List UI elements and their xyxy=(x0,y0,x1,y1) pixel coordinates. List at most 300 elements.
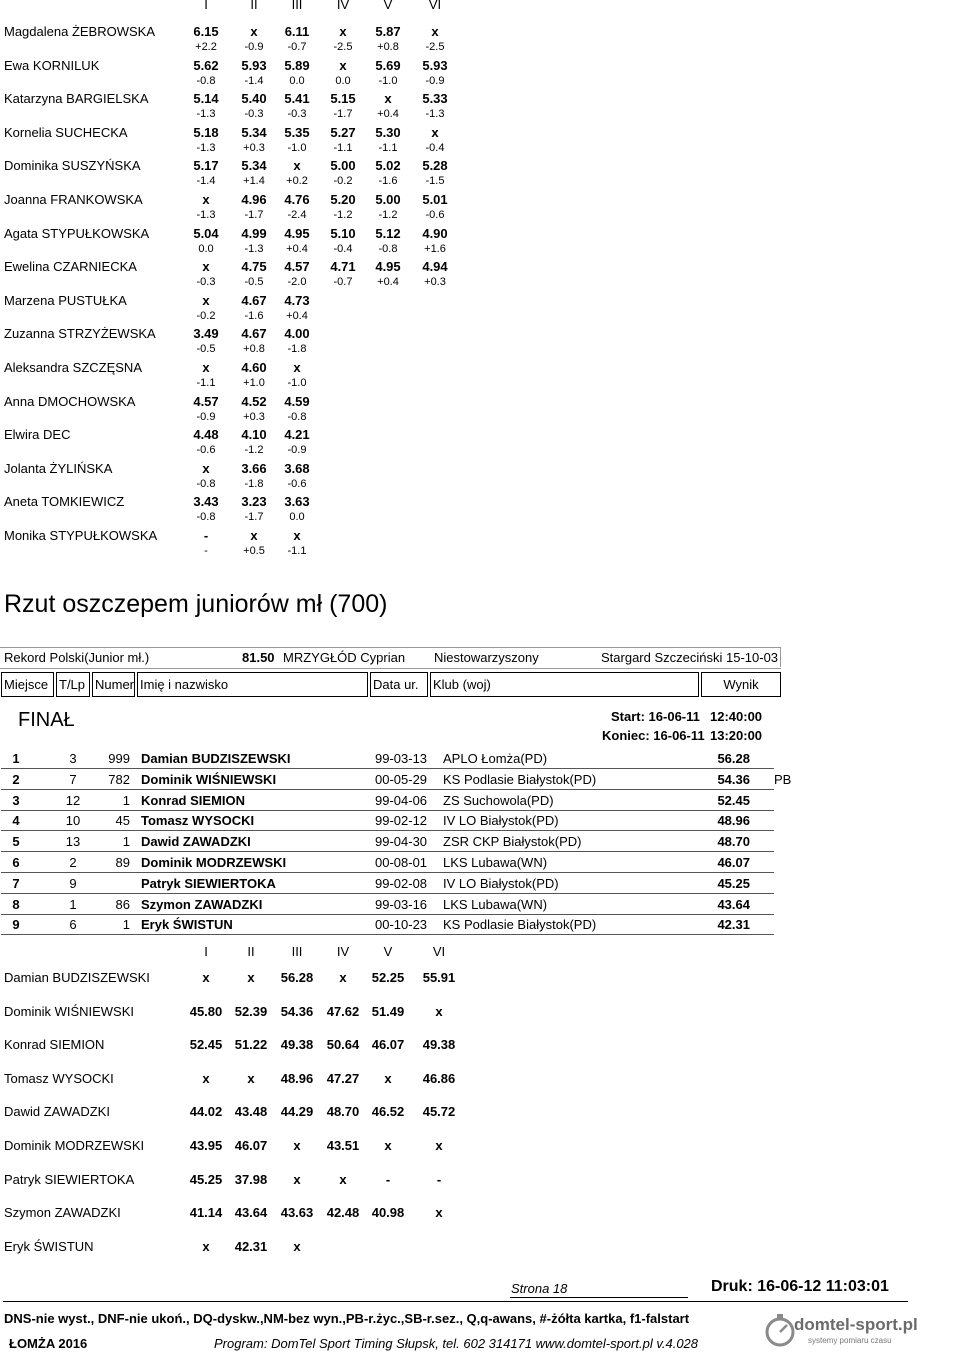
wind-reading: -0.5 xyxy=(196,343,216,356)
date-of-birth: 99-02-08 xyxy=(375,875,428,891)
wind-reading: 0.0 xyxy=(335,74,351,87)
attempt-result: x xyxy=(339,57,347,73)
attempt-result: 52.25 xyxy=(371,970,405,985)
date-of-birth: 99-03-16 xyxy=(375,896,428,912)
wind-reading: 0.0 xyxy=(198,242,214,255)
wind-reading: -0.9 xyxy=(244,41,264,53)
attempt-result: x xyxy=(202,360,210,375)
wind-reading: -1.3 xyxy=(244,242,264,255)
attempt-result: 6.11 xyxy=(284,24,310,39)
wind-reading: +0.3 xyxy=(243,141,265,154)
attempt-result: 5.00 xyxy=(375,192,401,207)
attempt-result: 5.33 xyxy=(422,91,448,107)
wind-reading: -1.2 xyxy=(244,444,264,457)
col-header-name: Imię i nazwisko xyxy=(137,672,368,697)
attempt-result: 5.34 xyxy=(241,158,267,174)
club-name: ZS Suchowola(PD) xyxy=(443,792,554,808)
col-header-dob: Data ur. xyxy=(370,672,428,697)
wind-reading: -0.2 xyxy=(196,309,216,322)
attempt-result: 4.67 xyxy=(241,326,267,342)
attempt-result: 4.48 xyxy=(193,427,219,443)
attempt-result: 5.93 xyxy=(241,57,267,73)
wind-reading: -1.0 xyxy=(287,141,307,154)
attempt-result: 45.72 xyxy=(422,1104,456,1120)
attempt-result: 52.45 xyxy=(189,1037,223,1053)
attempt-result: 51.22 xyxy=(234,1037,268,1053)
end-time: 13:20:00 xyxy=(710,728,763,743)
wind-reading: -1.1 xyxy=(333,141,353,154)
legend: DNS-nie wyst., DNF-nie ukoń., DQ-dyskw.,NM-bez wyn.,PB-r.życ.,SB-r.sez., Q,q-awans, #-żółta kartka, f1-falstart xyxy=(4,1311,690,1326)
attempt-result: x xyxy=(435,1205,443,1221)
attempt-result: 5.14 xyxy=(193,91,219,107)
attempt-result: x xyxy=(202,292,210,308)
record-holder: MRZYGŁÓD Cyprian xyxy=(283,650,406,665)
domtel-logo xyxy=(760,1311,918,1349)
wind-reading: -1.2 xyxy=(378,209,398,221)
attempt-result: 5.00 xyxy=(330,158,356,174)
attempt-result: 4.57 xyxy=(193,393,219,409)
results-row xyxy=(0,832,790,852)
athlete-name: Ewelina CZARNIECKA xyxy=(4,259,137,275)
attempt-result: x xyxy=(293,1171,301,1187)
attempt-result: x xyxy=(384,1070,392,1086)
wind-reading: 0.0 xyxy=(289,74,305,87)
attempt-header-label: II xyxy=(250,0,258,12)
wind-reading: +0.4 xyxy=(377,276,399,289)
logo-text: domtel-sport.pl xyxy=(794,1315,918,1334)
club-name: LKS Lubawa(WN) xyxy=(443,855,548,870)
attempt-header-label: II xyxy=(247,944,255,959)
wind-reading: -0.3 xyxy=(287,108,307,121)
final-label: FINAŁ xyxy=(18,709,75,731)
attempt-result: x xyxy=(384,1138,392,1153)
place-number: 1 xyxy=(12,751,20,766)
attempt-result: 4.52 xyxy=(241,393,267,409)
attempt-result: 5.04 xyxy=(193,225,219,241)
club-name: APLO Łomża(PD) xyxy=(443,751,548,766)
attempt-result: 46.07 xyxy=(234,1138,268,1153)
attempt-result: 5.01 xyxy=(422,192,448,207)
attempt-result: 44.29 xyxy=(280,1104,314,1120)
club-name: IV LO Białystok(PD) xyxy=(443,813,559,829)
wind-reading: +0.8 xyxy=(243,343,265,356)
attempt-result: x xyxy=(339,970,347,985)
record-club: Niestowarzyszony xyxy=(434,650,539,665)
results-row xyxy=(0,749,790,769)
attempt-header-label: IV xyxy=(336,0,350,12)
attempt-result: 46.07 xyxy=(371,1037,405,1053)
attempt-result: 5.93 xyxy=(422,57,448,73)
attempt-result: 43.63 xyxy=(280,1205,314,1221)
attempt-result: 3.49 xyxy=(193,326,219,342)
col-header-result: Wynik xyxy=(701,672,781,697)
date-of-birth: 00-05-29 xyxy=(375,771,428,787)
athlete-name: Patryk SIEWIERTOKA xyxy=(4,1171,135,1187)
results-row xyxy=(0,791,790,811)
wind-reading: -0.6 xyxy=(196,444,216,457)
attempt-result: x xyxy=(384,91,392,107)
attempt-result: 5.40 xyxy=(241,91,267,107)
athlete-name: Dawid ZAWADZKI xyxy=(4,1104,110,1120)
wind-reading: -0.6 xyxy=(287,477,307,490)
wind-reading: -1.0 xyxy=(287,377,307,389)
attempt-header-label: VI xyxy=(432,944,446,959)
wind-reading: -1.0 xyxy=(378,74,398,87)
attempt-result: 4.90 xyxy=(422,225,448,241)
attempt-result: 4.57 xyxy=(284,259,310,275)
athlete-name: Magdalena ŻEBROWSKA xyxy=(4,24,156,39)
athlete-name: Marzena PUSTUŁKA xyxy=(4,292,127,308)
attempt-result: 42.31 xyxy=(234,1238,268,1254)
lane-number: 10 xyxy=(65,813,81,829)
result-value: 43.64 xyxy=(717,896,750,912)
attempt-result: 5.30 xyxy=(375,124,401,140)
athlete-name: Zuzanna STRZYŻEWSKA xyxy=(4,326,156,342)
athlete-name: Dawid ZAWADZKI xyxy=(141,834,251,850)
footer-rule xyxy=(3,1301,908,1302)
attempt-result: 4.76 xyxy=(284,192,310,207)
attempt-result: 43.95 xyxy=(189,1138,223,1153)
wind-reading: -1.7 xyxy=(244,209,264,221)
attempt-result: 56.28 xyxy=(280,970,314,985)
attempt-result: 4.67 xyxy=(241,292,267,308)
date-of-birth: 99-02-12 xyxy=(375,813,428,829)
attempt-result: 4.95 xyxy=(375,259,401,275)
athlete-name: Eryk ŚWISTUN xyxy=(4,1238,94,1254)
record-place-date: Stargard Szczeciński 15-10-03 xyxy=(601,650,779,665)
attempt-result: 4.00 xyxy=(284,326,310,342)
wind-reading: -2.5 xyxy=(333,41,353,53)
athlete-name: Szymon ZAWADZKI xyxy=(141,896,263,912)
result-note: PB xyxy=(774,771,792,787)
attempt-result: 40.98 xyxy=(371,1205,405,1221)
attempt-result: 3.63 xyxy=(284,494,310,510)
wind-reading: -1.8 xyxy=(244,477,264,490)
attempt-header-label: I xyxy=(204,0,208,12)
athlete-name: Patryk SIEWIERTOKA xyxy=(141,875,276,891)
wind-reading: -1.3 xyxy=(196,141,216,154)
club-name: ZSR CKP Białystok(PD) xyxy=(443,834,582,850)
place-number: 5 xyxy=(12,834,20,850)
attempt-result: x xyxy=(435,1138,443,1153)
attempt-result: x xyxy=(431,24,439,39)
athlete-name: Konrad SIEMION xyxy=(141,792,246,808)
athlete-name: Katarzyna BARGIELSKA xyxy=(4,91,149,107)
wind-reading: -1.6 xyxy=(244,309,264,322)
club-name: IV LO Białystok(PD) xyxy=(443,875,559,891)
record-label: Rekord Polski(Junior mł.) xyxy=(4,650,150,665)
athlete-name: Tomasz WYSOCKI xyxy=(141,813,255,829)
attempt-header-label: IV xyxy=(336,944,350,959)
wind-reading: -0.8 xyxy=(196,74,216,87)
attempt-result: 45.80 xyxy=(189,1003,223,1019)
place-number: 3 xyxy=(12,792,20,808)
attempt-result: 51.49 xyxy=(371,1003,405,1019)
wind-reading: -0.6 xyxy=(425,209,445,221)
attempt-result: x xyxy=(339,24,347,39)
row-divider xyxy=(1,934,774,935)
date-of-birth: 00-10-23 xyxy=(375,917,428,933)
athlete-name: Damian BUDZISZEWSKI xyxy=(4,970,150,985)
wind-reading: -1.1 xyxy=(287,545,307,557)
athlete-name: Kornelia SUCHECKA xyxy=(4,124,128,140)
club-name: LKS Lubawa(WN) xyxy=(443,896,548,912)
wind-reading: -2.5 xyxy=(425,41,445,53)
attempt-result: - xyxy=(385,1171,391,1187)
athlete-name: Damian BUDZISZEWSKI xyxy=(141,751,291,766)
wind-reading: +0.3 xyxy=(424,276,446,289)
lane-number: 12 xyxy=(65,792,81,808)
program-info: Program: DomTel Sport Timing Słupsk, tel. 602 314171 www.domtel-sport.pl v.4.028 xyxy=(214,1336,699,1351)
attempt-result: x xyxy=(293,1238,301,1254)
wind-reading: -1.8 xyxy=(287,343,307,356)
logo-subtitle: systemy pomiaru czasu xyxy=(808,1336,892,1345)
club-name: KS Podlasie Białystok(PD) xyxy=(443,917,597,933)
wind-reading: +0.3 xyxy=(243,410,265,423)
wind-reading: -0.7 xyxy=(287,41,307,53)
attempt-result: 46.86 xyxy=(422,1070,456,1086)
athlete-name: Szymon ZAWADZKI xyxy=(4,1205,121,1221)
attempt-result: 4.73 xyxy=(284,292,310,308)
place-number: 7 xyxy=(12,875,20,891)
lane-number: 6 xyxy=(69,917,77,933)
results-row xyxy=(0,770,790,790)
attempt-result: 5.02 xyxy=(375,158,401,174)
attempt-result: x xyxy=(435,1003,443,1019)
place-number: 9 xyxy=(12,917,20,933)
bib-number: 89 xyxy=(115,855,130,870)
wind-reading: -0.9 xyxy=(287,444,307,457)
attempt-result: 5.41 xyxy=(284,91,310,107)
result-value: 46.07 xyxy=(717,855,750,870)
wind-reading: -0.7 xyxy=(333,276,353,289)
wind-reading: +2.2 xyxy=(195,41,217,53)
attempt-result: 43.64 xyxy=(234,1205,268,1221)
attempt-result: 4.21 xyxy=(284,427,310,443)
athlete-name: Aleksandra SZCZĘSNA xyxy=(4,360,142,375)
attempt-result: 5.10 xyxy=(330,225,356,241)
attempt-result: 49.38 xyxy=(422,1037,456,1053)
wind-reading: -0.8 xyxy=(378,242,398,255)
attempt-result: x xyxy=(202,1238,210,1254)
attempt-result: 4.96 xyxy=(241,192,267,207)
attempt-result: x xyxy=(339,1171,347,1187)
attempt-result: 48.70 xyxy=(326,1104,360,1120)
attempt-result: 4.10 xyxy=(241,427,267,443)
lane-number: 3 xyxy=(69,751,77,766)
date-of-birth: 99-04-30 xyxy=(375,834,428,850)
attempt-result: 3.23 xyxy=(241,494,267,510)
attempt-result: x xyxy=(202,192,210,207)
lane-number: 1 xyxy=(69,896,77,912)
wind-reading: -0.3 xyxy=(244,108,264,121)
attempt-result: 6.15 xyxy=(193,24,219,39)
attempt-header-label: III xyxy=(291,944,303,959)
club-name: KS Podlasie Białystok(PD) xyxy=(443,771,597,787)
result-value: 52.45 xyxy=(717,792,750,808)
attempt-result: x xyxy=(202,259,210,275)
athlete-name: Joanna FRANKOWSKA xyxy=(4,192,143,207)
attempt-result: 5.28 xyxy=(422,158,448,174)
attempt-result: x xyxy=(293,360,301,375)
attempt-result: 50.64 xyxy=(326,1037,360,1053)
wind-reading: -0.4 xyxy=(333,242,353,255)
attempt-result: 5.35 xyxy=(284,124,310,140)
record-value: 81.50 xyxy=(242,650,275,665)
wind-reading: -1.3 xyxy=(196,108,216,121)
wind-reading: +0.4 xyxy=(286,309,308,322)
attempt-result: x xyxy=(250,528,258,543)
wind-reading: -1.1 xyxy=(378,141,398,154)
attempt-result: x xyxy=(250,24,258,39)
attempt-result: 4.95 xyxy=(284,225,310,241)
athlete-name: Agata STYPUŁKOWSKA xyxy=(4,225,150,241)
attempt-result: x xyxy=(293,1138,301,1153)
attempt-result: x xyxy=(202,1070,210,1086)
results-row xyxy=(0,874,790,894)
wind-reading: +0.4 xyxy=(286,242,308,255)
attempt-result: 44.02 xyxy=(189,1104,223,1120)
attempt-result: 4.71 xyxy=(330,259,356,275)
attempt-result: 5.89 xyxy=(284,57,310,73)
attempt-result: 48.96 xyxy=(280,1070,314,1086)
bib-number: 1 xyxy=(122,834,130,850)
bib-number: 782 xyxy=(108,771,130,787)
result-value: 56.28 xyxy=(717,751,750,766)
attempt-result: 47.62 xyxy=(326,1003,360,1019)
attempt-result: 5.18 xyxy=(193,124,219,140)
attempt-result: 52.39 xyxy=(234,1003,268,1019)
attempt-result: 45.25 xyxy=(189,1171,223,1187)
attempt-result: 3.68 xyxy=(284,460,310,476)
wind-reading: -0.8 xyxy=(196,477,216,490)
attempt-result: 4.94 xyxy=(422,259,448,275)
attempt-header-label: III xyxy=(291,0,303,12)
bib-number: 45 xyxy=(115,813,130,829)
attempt-result: 49.38 xyxy=(280,1037,314,1053)
athlete-name: Eryk ŚWISTUN xyxy=(141,917,233,933)
attempt-header-label: VI xyxy=(428,0,442,12)
attempt-result: 54.36 xyxy=(280,1003,314,1019)
attempt-result: x xyxy=(431,124,439,140)
lane-number: 13 xyxy=(65,834,81,850)
athlete-name: Monika STYPUŁKOWSKA xyxy=(4,528,158,543)
lane-number: 2 xyxy=(69,855,77,870)
col-header-bib: Numer xyxy=(92,672,135,697)
place-number: 8 xyxy=(12,896,20,912)
athlete-name: Aneta TOMKIEWICZ xyxy=(4,494,125,510)
result-value: 48.96 xyxy=(717,813,750,829)
wind-reading: -0.5 xyxy=(244,276,264,289)
date-of-birth: 99-04-06 xyxy=(375,792,428,808)
attempt-result: 4.59 xyxy=(284,393,310,409)
athlete-name: Dominika SUSZYŃSKA xyxy=(4,158,141,174)
attempt-result: 5.20 xyxy=(330,192,356,207)
athlete-name: Dominik MODRZEWSKI xyxy=(4,1138,145,1153)
attempt-result: 47.27 xyxy=(326,1070,360,1086)
attempt-result: 42.48 xyxy=(326,1205,360,1221)
place-number: 6 xyxy=(12,855,20,870)
wind-reading: -0.8 xyxy=(287,410,307,423)
wind-reading: -0.4 xyxy=(425,141,445,154)
wind-reading: -1.7 xyxy=(333,108,353,121)
attempt-result: 37.98 xyxy=(234,1171,268,1187)
attempt-result: - xyxy=(203,528,209,543)
wind-reading: -0.9 xyxy=(425,74,445,87)
wind-reading: +1.0 xyxy=(243,377,265,389)
bib-number: 86 xyxy=(115,896,130,912)
attempt-result: 55.91 xyxy=(422,970,456,985)
date-of-birth: 00-08-01 xyxy=(375,855,428,870)
attempt-result: 5.69 xyxy=(375,57,401,73)
wind-reading: +0.4 xyxy=(377,108,399,121)
wind-reading: +0.8 xyxy=(377,41,399,53)
date-of-birth: 99-03-13 xyxy=(375,751,428,766)
athlete-name: Dominik WIŚNIEWSKI xyxy=(4,1003,135,1019)
col-header-place: Miejsce xyxy=(1,672,54,697)
attempt-result: 4.99 xyxy=(241,225,267,241)
wind-reading: -1.5 xyxy=(425,175,445,188)
wind-reading: -1.3 xyxy=(425,108,445,121)
wind-reading: -0.3 xyxy=(196,276,216,289)
place-number: 2 xyxy=(12,771,20,787)
athlete-name: Jolanta ŻYLIŃSKA xyxy=(4,460,113,476)
results-row xyxy=(0,811,790,831)
place-number: 4 xyxy=(12,813,20,829)
results-row xyxy=(0,915,790,935)
print-timestamp: Druk: 16-06-12 11:03:01 xyxy=(711,1278,889,1295)
results-row xyxy=(0,895,790,915)
wind-reading: +0.2 xyxy=(286,175,308,188)
wind-reading: -1.1 xyxy=(196,377,216,389)
athlete-name: Konrad SIEMION xyxy=(4,1037,105,1053)
event-title: Rzut oszczepem juniorów mł (700) xyxy=(4,590,388,618)
attempt-result: x xyxy=(247,970,255,985)
wind-reading: -0.9 xyxy=(196,410,216,423)
page-underline xyxy=(510,1297,688,1298)
col-header-lane: T/Lp xyxy=(56,672,90,697)
attempt-result: - xyxy=(436,1171,442,1187)
result-value: 42.31 xyxy=(717,917,750,933)
wind-reading: - xyxy=(204,545,208,557)
lane-number: 7 xyxy=(69,771,77,787)
wind-reading: +1.6 xyxy=(424,242,446,255)
attempt-result: 5.15 xyxy=(330,91,356,107)
attempt-result: 3.66 xyxy=(241,460,267,476)
bib-number: 1 xyxy=(122,917,130,933)
attempt-result: 46.52 xyxy=(371,1104,405,1120)
athlete-name: Dominik WIŚNIEWSKI xyxy=(141,771,277,787)
wind-reading: -0.2 xyxy=(333,175,353,188)
wind-reading: -1.6 xyxy=(378,175,398,188)
attempt-result: 43.48 xyxy=(234,1104,268,1120)
results-row xyxy=(0,853,790,873)
wind-reading: -1.7 xyxy=(244,511,264,524)
attempt-result: 43.51 xyxy=(326,1138,360,1153)
attempt-result: x xyxy=(202,970,210,985)
attempt-result: x xyxy=(293,158,301,174)
venue: ŁOMŻA 2016 xyxy=(9,1336,88,1351)
attempt-result: 41.14 xyxy=(189,1205,223,1221)
athlete-name: Tomasz WYSOCKI xyxy=(4,1070,114,1086)
bib-number: 999 xyxy=(108,751,130,766)
wind-reading: -2.0 xyxy=(287,276,307,289)
attempt-result: x xyxy=(247,1070,255,1086)
attempt-result: 4.75 xyxy=(241,259,267,275)
wind-reading: -1.4 xyxy=(244,74,264,87)
attempt-result: 5.17 xyxy=(193,158,219,174)
start-time: 12:40:00 xyxy=(710,709,763,724)
